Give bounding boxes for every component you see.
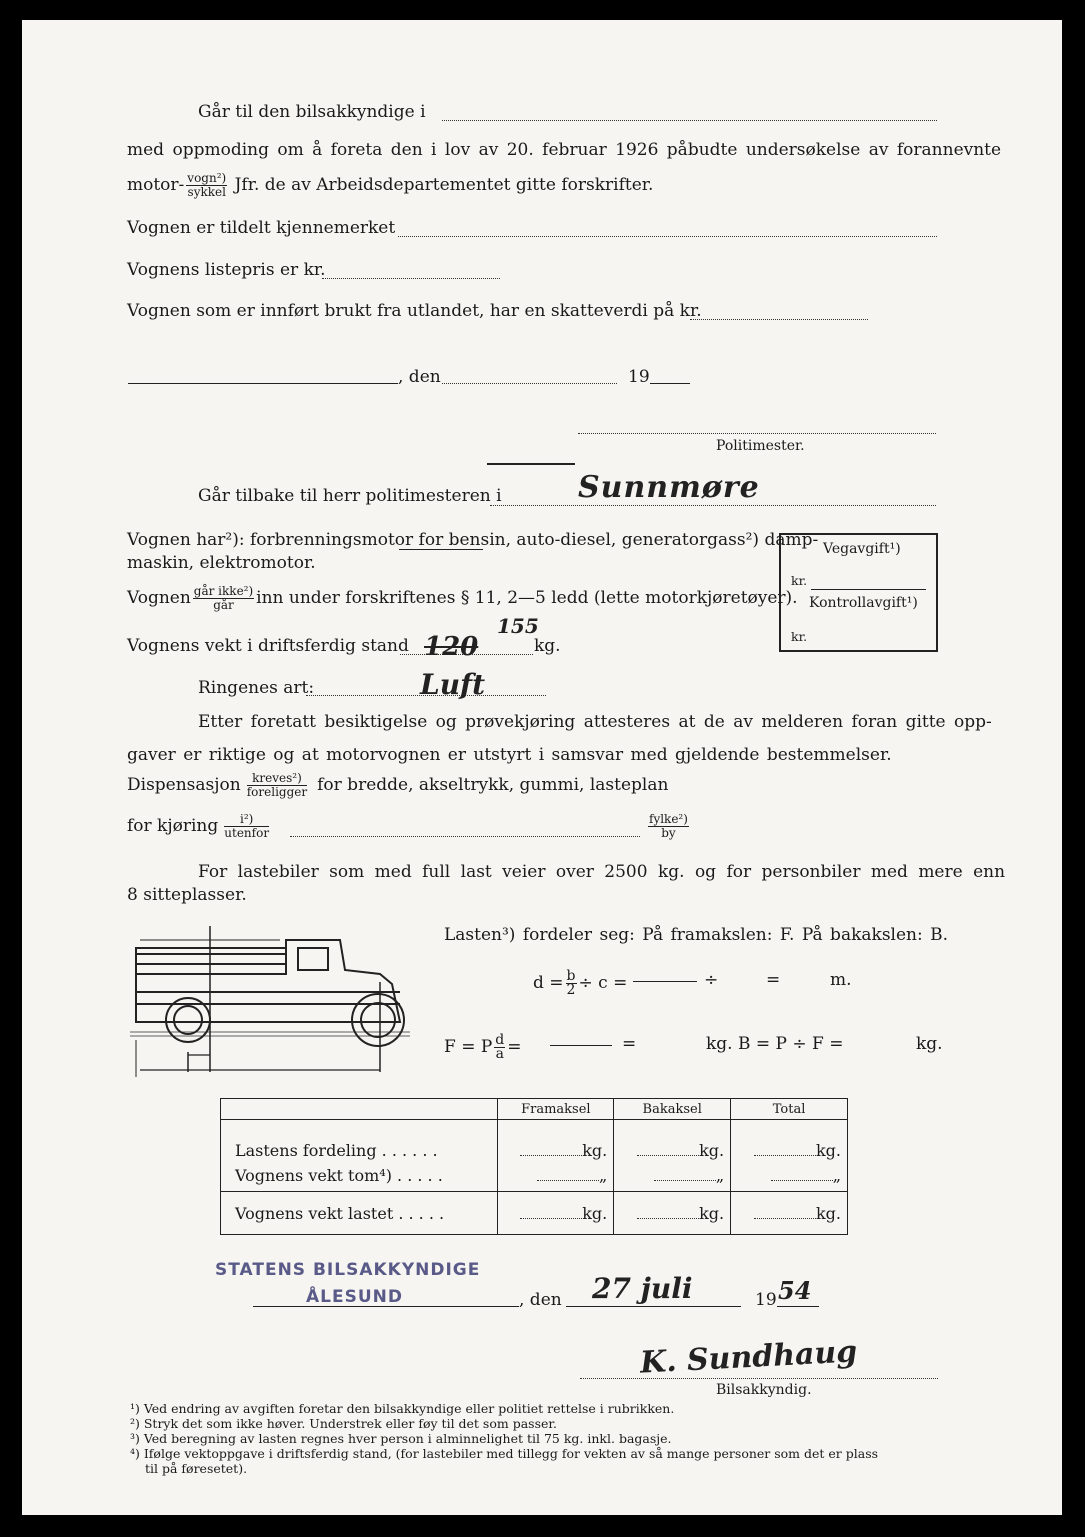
list-price-field[interactable] xyxy=(322,278,500,279)
truck-cab-body xyxy=(136,940,400,1022)
light-vehicle-line: Vognen $\frac{\text{går ikke²)}}{\text{går}}$ inn under forskriftenes § 11, 2—5 ledd (lette motorkjøretøyer). xyxy=(127,584,798,612)
drive-fraction: $\frac{\text{i²)}}{\text{utenfor}}$ xyxy=(224,812,270,840)
signoff-date-field[interactable] xyxy=(566,1306,741,1307)
year-label: 19 xyxy=(628,367,650,387)
control-fee-kr: kr. xyxy=(791,629,808,644)
signoff-year-handwritten: 54 xyxy=(778,1276,812,1305)
to-inspector-line: Går til den bilsakkyndige i xyxy=(198,102,426,122)
f-field[interactable] xyxy=(550,1045,612,1046)
b-unit: kg. xyxy=(916,1034,943,1054)
police-chief-title: Politimester. xyxy=(716,438,805,454)
weight-value-handwritten: 155 xyxy=(497,614,539,638)
signoff-den-label: , den xyxy=(519,1290,562,1310)
footnote-4: ⁴) Ifølge vektoppgave i driftsferdig stand, (for lastebiler med tillegg for vekten av så mange personer som det er plass xyxy=(130,1446,879,1461)
signoff-place-field[interactable] xyxy=(253,1306,519,1307)
inspector-signature: K. Sundhaug xyxy=(639,1334,859,1381)
table-cell[interactable]: „ xyxy=(498,1160,614,1192)
goes-fraction: $\frac{\text{går ikke²)}}{\text{går}}$ xyxy=(193,584,254,612)
weight-unit: kg. xyxy=(534,636,561,656)
year-field[interactable] xyxy=(650,383,690,384)
police-signature-field[interactable] xyxy=(578,433,936,434)
weight-struck-value: 120 xyxy=(424,632,479,662)
return-place-handwritten: Sunnmøre xyxy=(578,470,760,505)
truck-diagram xyxy=(130,922,415,1082)
separator-line xyxy=(487,463,575,465)
load-distribution-header: Lasten³) fordeler seg: På framakslen: F. På bakakslen: B. xyxy=(444,925,949,945)
table-row-label: Vognens vekt lastet . . . . . xyxy=(221,1192,498,1235)
control-fee-label: Kontrollavgift¹) xyxy=(809,595,918,611)
list-price-label: Vognens listepris er kr. xyxy=(127,260,326,280)
b-formula: kg. B = P ÷ F = xyxy=(706,1034,844,1054)
f-formula: F = P $\frac{d}{a}$ = xyxy=(444,1032,522,1062)
table-header-rear: Bakaksel xyxy=(614,1099,731,1120)
truck-rear-wheel xyxy=(352,994,404,1046)
footnote-2: ²) Stryk det som ikke høver. Understrek eller føy til det som passer. xyxy=(130,1416,557,1431)
table-row-label: Vognens vekt tom⁴) . . . . . xyxy=(221,1160,498,1192)
d-formula: d = $\frac{b}{2}$ ÷ c = xyxy=(533,968,628,998)
inspector-place-field[interactable] xyxy=(442,120,937,121)
date-den-label: , den xyxy=(398,367,441,387)
table-cell[interactable]: „ xyxy=(731,1160,848,1192)
engine-underline xyxy=(399,549,483,550)
request-line: med oppmoding om å foreta den i lov av 20. februar 1926 påbudte undersøkelse av forannevnte xyxy=(127,140,1002,160)
vehicle-type-line: motor- $\frac{\text{vogn²)}}{\text{sykkel}}$ Jfr. de av Arbeidsdepartementet gitte forskrifter. xyxy=(127,171,654,199)
date-field[interactable] xyxy=(442,383,617,384)
road-fee-label: Vegavgift¹) xyxy=(823,541,901,557)
dispensation-line: Dispensasjon $\frac{\text{kreves²)}}{\text{foreligger}}$ for bredde, akseltrykk, gummi, lasteplan xyxy=(127,771,669,799)
table-header-blank xyxy=(221,1099,498,1120)
signoff-date-handwritten: 27 juli xyxy=(592,1272,693,1305)
d-equals: = xyxy=(766,970,781,990)
drive-area-field[interactable] xyxy=(290,836,640,837)
county-fraction: $\frac{\text{fylke²)}}{by}$ xyxy=(649,812,688,840)
footnote-4-cont: til på føresetet). xyxy=(145,1461,248,1476)
footnote-3: ³) Ved beregning av lasten regnes hver person i alminnelighet til 75 kg. inkl. bagasje. xyxy=(130,1431,672,1446)
signoff-year-field[interactable] xyxy=(777,1306,819,1307)
stamp-line2: ÅLESUND xyxy=(306,1287,403,1307)
dispensation-fraction: $\frac{\text{kreves²)}}{\text{foreligger}}$ xyxy=(246,771,308,799)
truck-note-line1: For lastebiler som med full last veier over 2500 kg. og for personbiler med mere enn xyxy=(198,862,1006,882)
load-table xyxy=(220,1098,848,1235)
tax-value-label: Vognen som er innført brukt fra utlandet, har en skatteverdi på kr. xyxy=(127,301,702,321)
footnote-1: ¹) Ved endring av avgiften foretar den bilsakkyndige eller politiet rettelse i rubrikken. xyxy=(130,1401,675,1416)
table-cell[interactable]: kg. xyxy=(731,1120,848,1160)
tyres-value-handwritten: Luft xyxy=(420,668,486,701)
inspector-signature-field[interactable] xyxy=(580,1378,938,1379)
table-cell[interactable]: kg. xyxy=(614,1120,731,1160)
table-cell[interactable]: kg. xyxy=(731,1192,848,1235)
table-header-total: Total xyxy=(731,1099,848,1120)
table-cell[interactable]: kg. xyxy=(498,1192,614,1235)
engine-type-line1: Vognen har²): forbrenningsmotor for bensin, auto-diesel, generatorgass²) damp- xyxy=(127,530,819,550)
engine-type-line2: maskin, elektromotor. xyxy=(127,553,316,573)
f-equals: = xyxy=(622,1034,637,1054)
table-header-front: Framaksel xyxy=(498,1099,614,1120)
d-minus: ÷ xyxy=(704,970,719,990)
table-cell[interactable]: kg. xyxy=(498,1120,614,1160)
truck-cargo-bed xyxy=(136,948,286,974)
weight-label: Vognens vekt i driftsferdig stand xyxy=(127,636,409,656)
road-fee-kr: kr. xyxy=(791,573,808,588)
return-place-field[interactable] xyxy=(490,505,936,506)
attestation-line2: gaver er riktige og at motorvognen er utstyrt i samsvar med gjeldende bestemmelser. xyxy=(127,745,892,765)
return-line-label: Går tilbake til herr politimesteren i xyxy=(198,486,502,506)
vehicle-type-fraction: $\frac{\text{vogn²)}}{\text{sykkel}}$ xyxy=(187,171,227,199)
tax-value-field[interactable] xyxy=(690,319,868,320)
registration-field[interactable] xyxy=(398,236,937,237)
table-cell[interactable]: kg. xyxy=(614,1192,731,1235)
registration-label: Vognen er tildelt kjennemerket xyxy=(127,218,396,238)
fees-box xyxy=(779,533,938,652)
road-fee-field[interactable] xyxy=(811,589,926,590)
d-unit: m. xyxy=(830,970,852,990)
table-row-label: Lastens fordeling . . . . . . xyxy=(221,1120,498,1160)
stamp-line1: STATENS BILSAKKYNDIGE xyxy=(215,1260,481,1280)
truck-note-line2: 8 sitteplasser. xyxy=(127,885,247,905)
tyres-label: Ringenes art: xyxy=(198,678,315,698)
drive-area-line: for kjøring $\frac{\text{i²)}}{\text{utenfor}}$ xyxy=(127,812,270,840)
place-field[interactable] xyxy=(128,383,398,384)
table-cell[interactable]: „ xyxy=(614,1160,731,1192)
attestation-line1: Etter foretatt besiktigelse og prøvekjøring attesteres at de av melderen foran gitte opp- xyxy=(198,712,992,732)
inspector-title: Bilsakkyndig. xyxy=(716,1382,812,1398)
d-field-1[interactable] xyxy=(633,981,697,982)
signoff-year-prefix: 19 xyxy=(755,1290,777,1310)
